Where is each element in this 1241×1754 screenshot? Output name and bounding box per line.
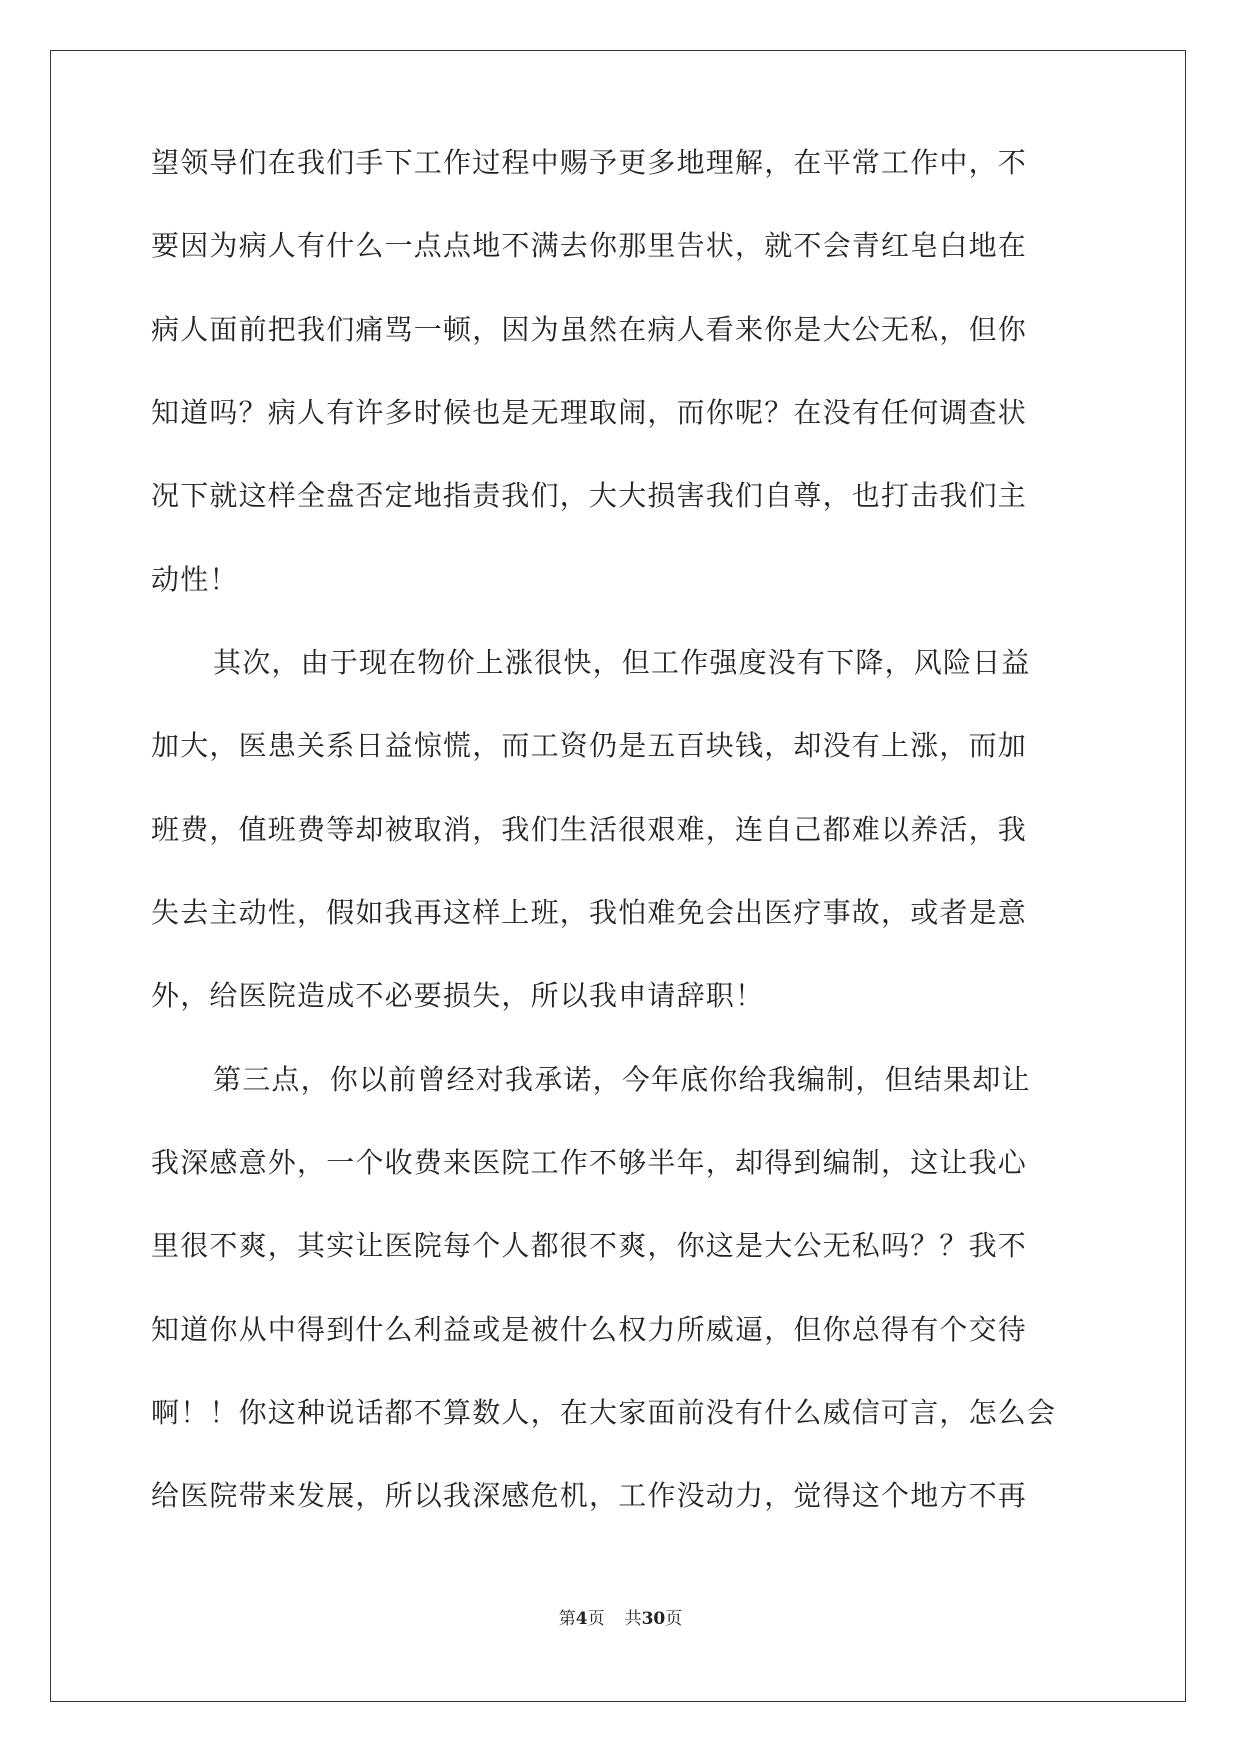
page-suffix: 页 [587, 1609, 605, 1629]
page-number: 4 [575, 1609, 588, 1629]
body-line: 病人面前把我们痛骂一顿，因为虽然在病人看来你是大公无私，但你 [151, 313, 1028, 346]
body-line: 要因为病人有什么一点点地不满去你那里告状，就不会青红皂白地在 [151, 229, 1028, 262]
page-prefix: 第 [558, 1609, 576, 1629]
total-pages: 30 [641, 1609, 666, 1629]
body-line: 失去主动性，假如我再这样上班，我怕难免会出医疗事故，或者是意 [151, 896, 1028, 929]
body-line: 望领导们在我们手下工作过程中赐予更多地理解，在平常工作中，不 [151, 146, 1028, 179]
total-prefix: 共 [624, 1609, 642, 1629]
body-line: 加大，医患关系日益惊慌，而工资仍是五百块钱，却没有上涨，而加 [151, 729, 1028, 762]
body-line: 给医院带来发展，所以我深感危机，工作没动力，觉得这个地方不再 [151, 1479, 1028, 1512]
body-line: 外，给医院造成不必要损失，所以我申请辞职！ [151, 979, 765, 1012]
paragraph-start: 第三点，你以前曾经对我承诺，今年底你给我编制，但结果却让 [213, 1063, 1031, 1096]
paragraph-start: 其次，由于现在物价上涨很快，但工作强度没有下降，风险日益 [213, 646, 1031, 679]
body-line: 里很不爽，其实让医院每个人都很不爽，你这是大公无私吗？？我不 [151, 1229, 1028, 1262]
body-line: 班费，值班费等却被取消，我们生活很艰难，连自己都难以养活，我 [151, 813, 1028, 846]
page-footer [0, 1609, 1241, 1629]
body-line: 知道你从中得到什么利益或是被什么权力所威逼，但你总得有个交待 [151, 1313, 1028, 1346]
body-line: 动性！ [151, 563, 239, 596]
body-line: 况下就这样全盘否定地指责我们，大大损害我们自尊，也打击我们主 [151, 479, 1028, 512]
body-line: 知道吗？病人有许多时候也是无理取闹，而你呢？在没有任何调查状 [151, 396, 1028, 429]
body-line: 啊！！你这种说话都不算数人，在大家面前没有什么威信可言，怎么会 [151, 1396, 1057, 1429]
body-line: 我深感意外，一个收费来医院工作不够半年，却得到编制，这让我心 [151, 1146, 1028, 1179]
total-suffix: 页 [665, 1609, 683, 1629]
page-border [50, 50, 1186, 1702]
